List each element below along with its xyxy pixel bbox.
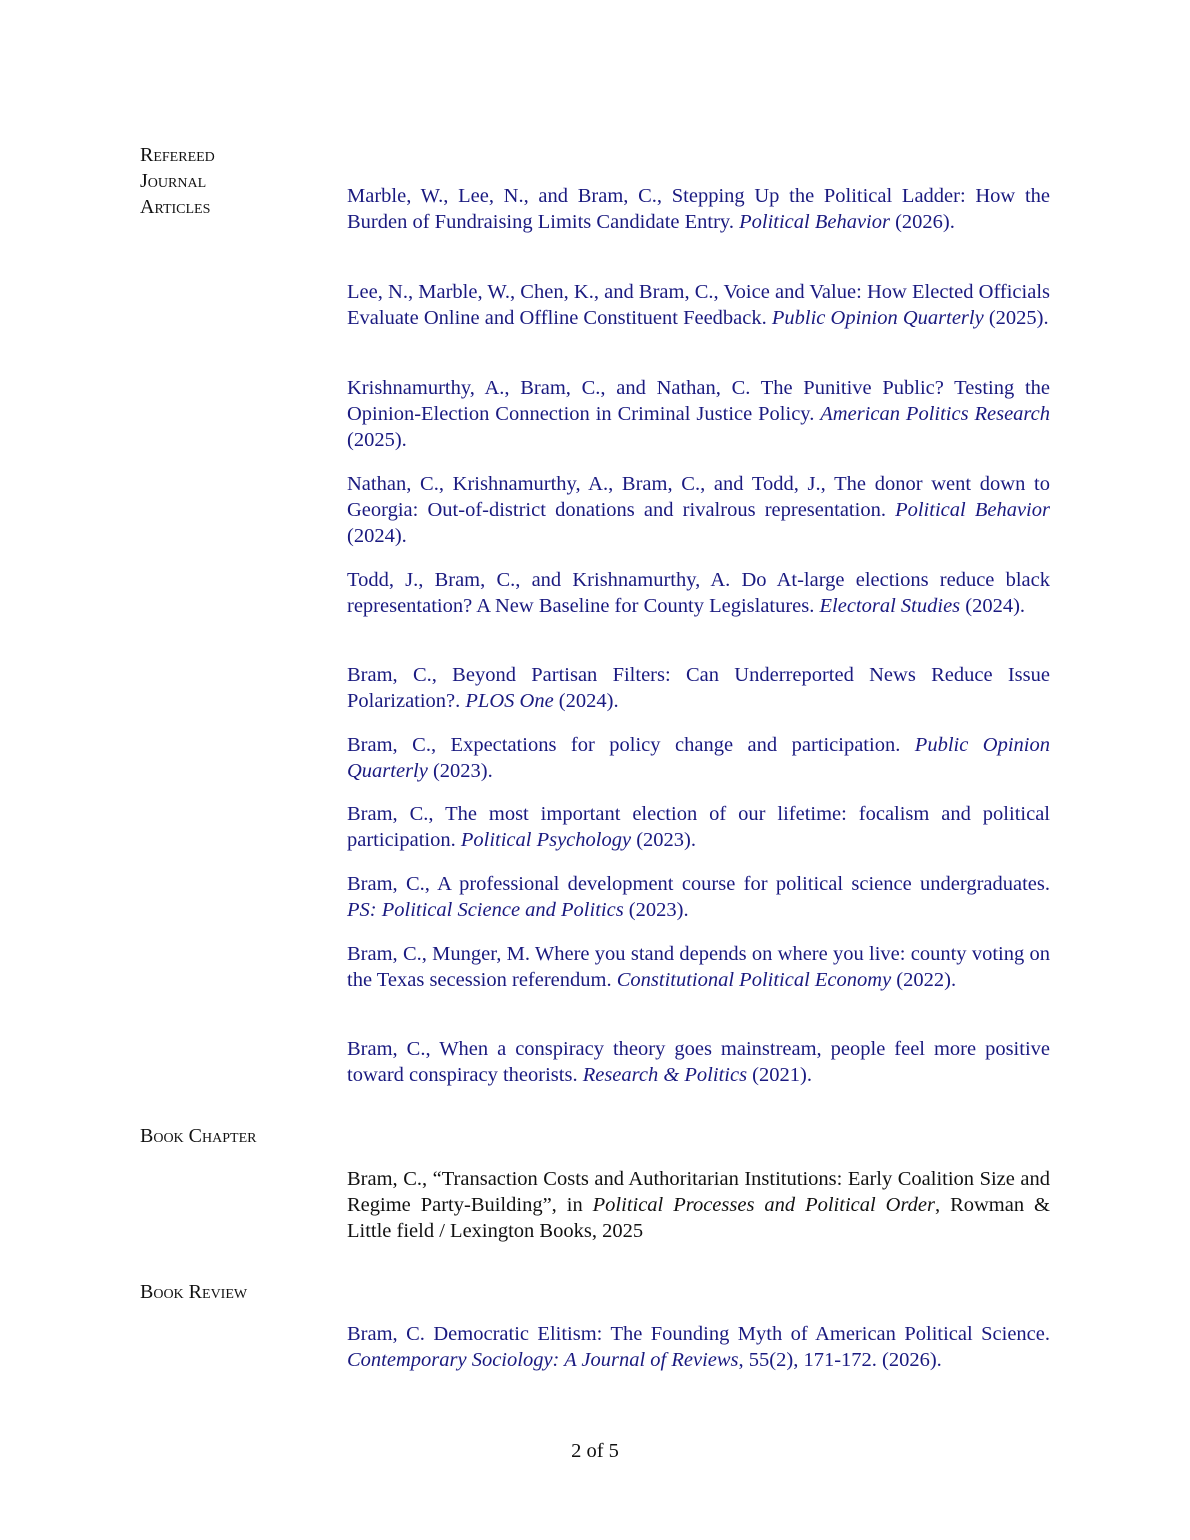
- section-heading-book-chapter: [140, 1123, 256, 1149]
- citation-year: (2022).: [891, 969, 957, 992]
- citation-year: , 55(2), 171-172. (2026).: [738, 1349, 942, 1372]
- journal-article-entry[interactable]: [347, 183, 1050, 235]
- citation-authors-title: Marble, W., Lee, N., and Bram, C., Stepping Up the Political Ladder: How the Burden of Fundraising Limits Candidate Entry.: [347, 185, 1050, 234]
- page-number: 2 of 5: [571, 1440, 619, 1462]
- citation-authors-title: Bram, C., A professional development course for political science undergraduates.: [347, 873, 1050, 895]
- heading-line: Articles: [140, 196, 211, 218]
- journal-article-entry[interactable]: [347, 471, 1050, 550]
- citation-authors-title: Todd, J., Bram, C., and Krishnamurthy, A. Do At-large elections reduce black representation? A New Baseline for County Legislatures.: [347, 569, 1050, 618]
- citation-venue: American Politics Research: [820, 403, 1050, 426]
- journal-article-entry[interactable]: [347, 279, 1050, 331]
- journal-article-entry[interactable]: [347, 1036, 1050, 1088]
- citation-authors-title: Bram, C., Beyond Partisan Filters: Can Underreported News Reduce Issue Polarization?.: [347, 664, 1050, 713]
- heading-line: Book Review: [140, 1281, 248, 1303]
- citation-venue: Contemporary Sociology: A Journal of Reviews: [347, 1349, 739, 1372]
- citation-venue: Political Behavior: [739, 211, 890, 234]
- citation-year: (2024).: [553, 690, 619, 713]
- heading-line: Refereed: [140, 144, 215, 166]
- journal-article-entry[interactable]: [347, 567, 1050, 619]
- citation-year: (2023).: [623, 899, 689, 922]
- journal-article-entry[interactable]: [347, 941, 1050, 993]
- citation-venue: PLOS One: [465, 690, 554, 713]
- citation-authors-title: Bram, C. Democratic Elitism: The Founding Myth of American Political Science.: [347, 1323, 1050, 1345]
- citation-authors-title: Krishnamurthy, A., Bram, C., and Nathan, C. The Punitive Public? Testing the Opinion-Election Connection in Criminal Justice Policy.: [347, 377, 1050, 426]
- citation-publisher: , Rowman & Little field / Lexington Books, 2025: [347, 1194, 1051, 1243]
- citation-authors-title: Nathan, C., Krishnamurthy, A., Bram, C., and Todd, J., The donor went down to Georgia: Out-of-district donations and rivalrous representation.: [347, 473, 1050, 522]
- journal-article-entry[interactable]: [347, 871, 1050, 923]
- citation-venue: Public Opinion Quarterly: [347, 734, 1050, 783]
- book-review-entry[interactable]: [347, 1321, 1050, 1373]
- citation-venue: Political Behavior: [895, 499, 1050, 522]
- journal-article-entry[interactable]: [347, 732, 1050, 784]
- citation-venue: Public Opinion Quarterly: [771, 307, 984, 330]
- citation-authors-title: Bram, C., “Transaction Costs and Authoritarian Institutions: Early Coalition Size and Regime Party-Building”, in: [347, 1168, 1050, 1217]
- citation-year: (2024).: [960, 595, 1026, 618]
- citation-venue: Electoral Studies: [819, 595, 961, 618]
- citation-venue: Political Processes and Political Order: [592, 1194, 935, 1217]
- citation-year: (2023).: [631, 829, 696, 852]
- citation-authors-title: Lee, N., Marble, W., Chen, K., and Bram, C., Voice and Value: How Elected Officials Evaluate Online and Offline Constituent Feedback.: [347, 281, 1050, 330]
- citation-authors-title: Bram, C., Expectations for policy change and participation.: [347, 734, 915, 756]
- heading-line: Book Chapter: [140, 1125, 257, 1147]
- section-heading-journal-articles: [140, 142, 215, 220]
- citation-year: (2025).: [347, 429, 407, 452]
- citation-year: (2025).: [983, 307, 1049, 330]
- section-heading-book-review: [140, 1279, 247, 1305]
- citation-year: (2021).: [747, 1064, 812, 1087]
- book-chapter-entry: [347, 1166, 1050, 1245]
- citation-authors-title: Bram, C., When a conspiracy theory goes mainstream, people feel more positive toward conspiracy theorists.: [347, 1038, 1050, 1087]
- citation-venue: Political Psychology: [460, 829, 632, 852]
- citation-year: (2023).: [427, 760, 493, 783]
- citation-venue: PS: Political Science and Politics: [347, 899, 624, 922]
- citation-year: (2026).: [889, 211, 955, 234]
- citation-year: (2024).: [347, 525, 407, 548]
- citation-authors-title: Bram, C., The most important election of our lifetime: focalism and political participation.: [347, 803, 1050, 852]
- citation-venue: Constitutional Political Economy: [616, 969, 892, 992]
- journal-article-entry[interactable]: [347, 375, 1050, 454]
- citation-venue: Research & Politics: [582, 1064, 748, 1087]
- citation-authors-title: Bram, C., Munger, M. Where you stand depends on where you live: county voting on the Texas secession referendum.: [347, 943, 1050, 992]
- journal-article-entry[interactable]: [347, 801, 1050, 853]
- journal-article-entry[interactable]: [347, 662, 1050, 714]
- heading-line: Journal: [140, 170, 207, 192]
